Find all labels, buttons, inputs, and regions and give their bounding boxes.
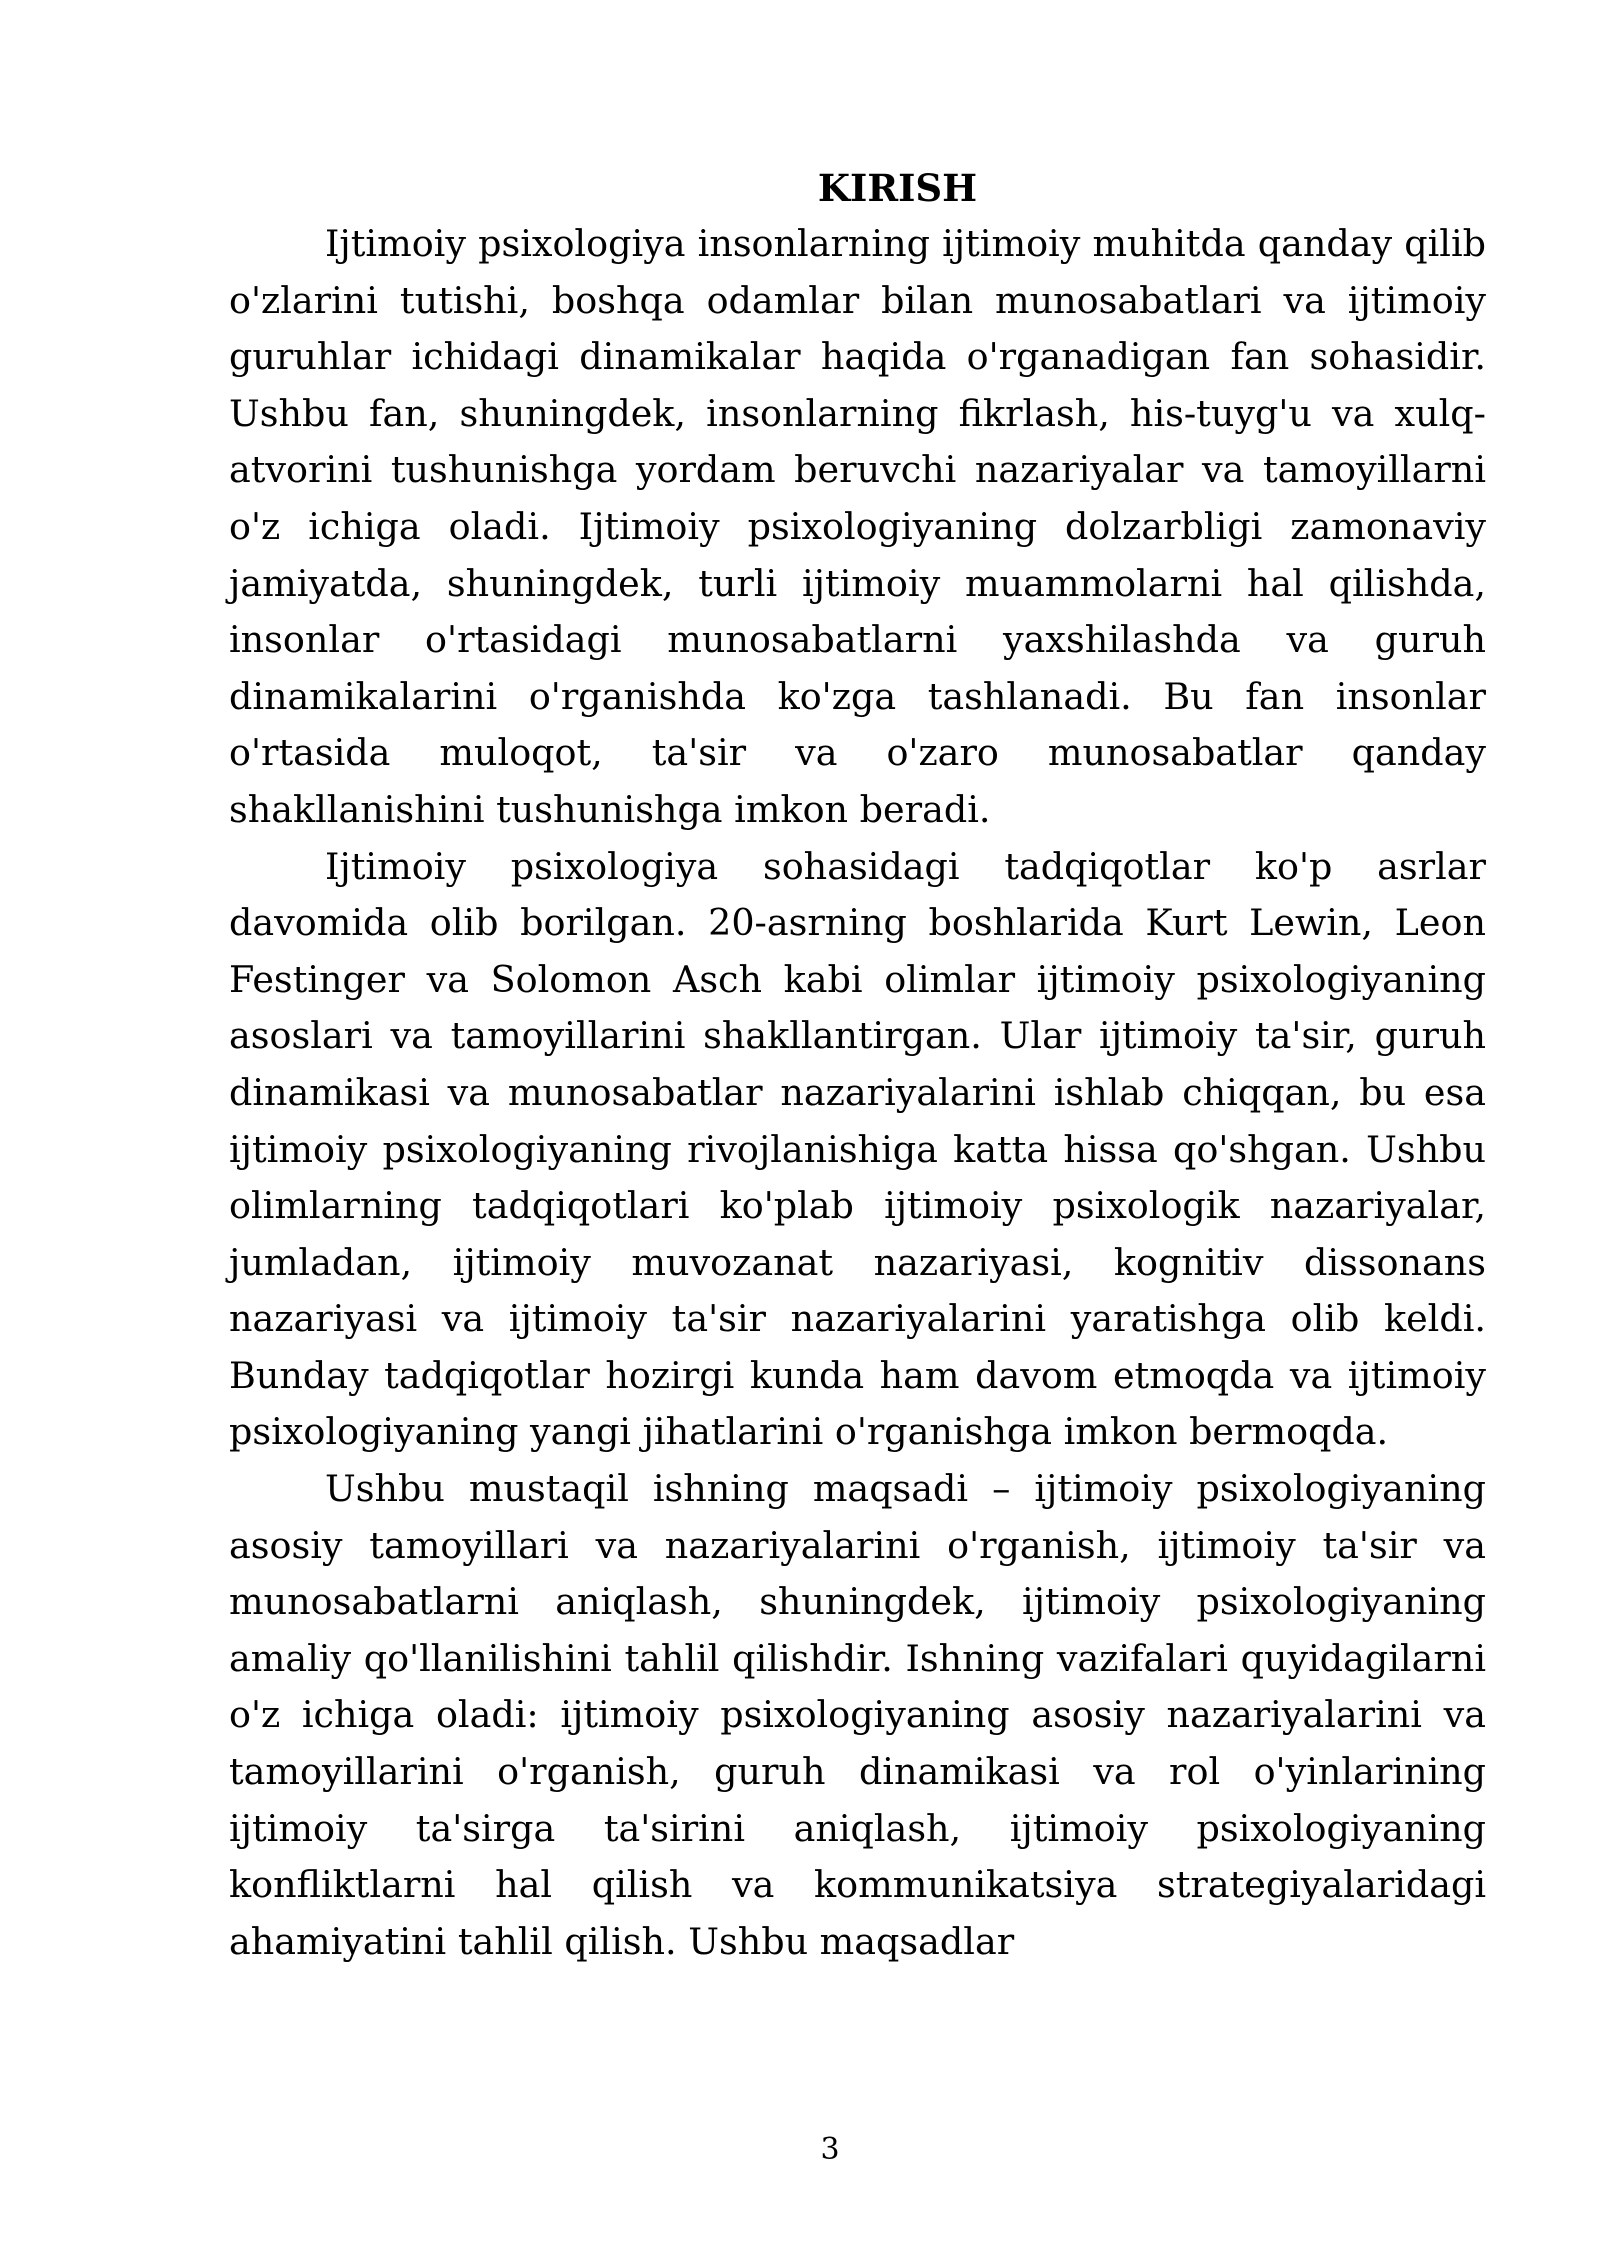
- page-number: 3: [820, 2132, 840, 2167]
- page-content: [229, 160, 1486, 1970]
- paragraph-introduction: Ijtimoiy psixologiya insonlarning ijtimoiy muhitda qanday qilib o'zlarini tutishi, boshqa odamlar bilan munosabatlari va ijtimoiy guruhlar ichidagi dinamikalar haqida o'rganadigan fan sohasidir. Ushbu fan, shuningdek, insonlarning fikrlash, his-tuyg'u va xulq-atvorini tushunishga yordam beruvchi nazariyalar va tamoyillarni o'z ichiga oladi. Ijtimoiy psixologiyaning dolzarbligi zamonaviy jamiyatda, shuningdek, turli ijtimoiy muammolarni hal qilishda, insonlar o'rtasidagi munosabatlarni yaxshilashda va guruh dinamikalarini o'rganishda ko'zga tashlanadi. Bu fan insonlar o'rtasida muloqot, ta'sir va o'zaro munosabatlar qanday shakllanishini tushunishga imkon beradi.: [229, 222, 1486, 831]
- paragraph-history: Ijtimoiy psixologiya sohasidagi tadqiqotlar ko'p asrlar davomida olib borilgan. 20-asrning boshlarida Kurt Lewin, Leon Festinger va Solomon Asch kabi olimlar ijtimoiy psixologiyaning asoslari va tamoyillarini shakllantirgan. Ular ijtimoiy ta'sir, guruh dinamikasi va munosabatlar nazariyalarini ishlab chiqqan, bu esa ijtimoiy psixologiyaning rivojlanishiga katta hissa qo'shgan. Ushbu olimlarning tadqiqotlari ko'plab ijtimoiy psixologik nazariyalar, jumladan, ijtimoiy muvozanat nazariyasi, kognitiv dissonans nazariyasi va ijtimoiy ta'sir nazariyalarini yaratishga olib keldi. Bunday tadqiqotlar hozirgi kunda ham davom etmoqda va ijtimoiy psixologiyaning yangi jihatlarini o'rganishga imkon bermoqda.: [229, 844, 1486, 1454]
- paragraph-goals: Ushbu mustaqil ishning maqsadi – ijtimoiy psixologiyaning asosiy tamoyillari va nazariyalarini o'rganish, ijtimoiy ta'sir va munosabatlarni aniqlash, shuningdek, ijtimoiy psixologiyaning amaliy qo'llanilishini tahlil qilishdir. Ishning vazifalari quyidagilarni o'z ichiga oladi: ijtimoiy psixologiyaning asosiy nazariyalarini va tamoyillarini o'rganish, guruh dinamikasi va rol o'yinlarining ijtimoiy ta'sirga ta'sirini aniqlash, ijtimoiy psixologiyaning konfliktlarni hal qilish va kommunikatsiya strategiyalaridagi ahamiyatini tahlil qilish. Ushbu maqsadlar: [229, 1467, 1486, 1963]
- section-heading: KIRISH: [817, 166, 978, 210]
